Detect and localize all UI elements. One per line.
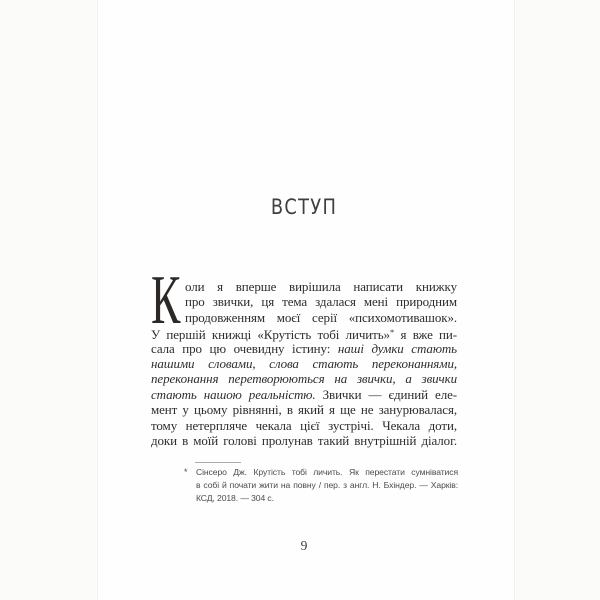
text-run: продовженням моєї серії «психомотивашок». (185, 309, 457, 325)
text-line (151, 371, 457, 386)
chapter-title: ВСТУП (270, 195, 338, 219)
footnote-line: Сінсеро Дж. Крутість тобі личить. Як перестати сумніватися (196, 467, 458, 477)
text-run: * (389, 327, 395, 338)
text-run: сала про цю очевидну істину: (151, 340, 338, 356)
text-run: У першій книжці «Крутість тобі личить» (151, 327, 390, 343)
footnote-line: в собі й почати жити на повну / пер. з англ. Н. Бхіндер. — Харків: (196, 480, 458, 490)
text-run: оли я вперше вирішила написати книжку (185, 279, 457, 294)
text-line (151, 341, 457, 356)
text-line (151, 325, 457, 343)
footnote (196, 466, 458, 505)
text-run: тому нетерпляче чекала цієї зустрічі. Чекала доти, (151, 417, 457, 433)
page-number: 9 (300, 538, 308, 553)
text-line (151, 294, 457, 309)
text-run: доки в моїй голові пролунав такий внутрішній діалог. (151, 432, 457, 448)
text-run: я вже пи- (394, 327, 457, 343)
footnote-line: КСД, 2018. — 304 с. (196, 493, 274, 503)
text-line (151, 402, 457, 417)
text-line (151, 356, 457, 371)
text-line (151, 310, 457, 325)
book-page (97, 0, 515, 600)
text-run: наші думки стають (337, 340, 457, 356)
text-line (151, 433, 457, 448)
text-line (151, 279, 457, 294)
body-paragraph (151, 262, 457, 448)
text-run: стають нашою реальністю. (151, 386, 316, 402)
text-run: про звички, ця тема здалася мені природним (185, 294, 457, 310)
drop-cap: К (151, 262, 181, 339)
text-run: нашими словами, слова стають переконаннями, (151, 355, 457, 371)
text-run: переконання перетворюються на звички, а звички (151, 371, 457, 387)
text-line (151, 418, 457, 433)
paragraph-lines (151, 279, 457, 448)
text-run: мент у цьому рівнянні, в який я ще не занурювалася, (151, 402, 457, 418)
footnote-separator (195, 462, 241, 463)
text-run: Звички — єдиний еле- (315, 386, 457, 402)
footnote-marker: * (184, 467, 188, 477)
text-line (151, 387, 457, 402)
